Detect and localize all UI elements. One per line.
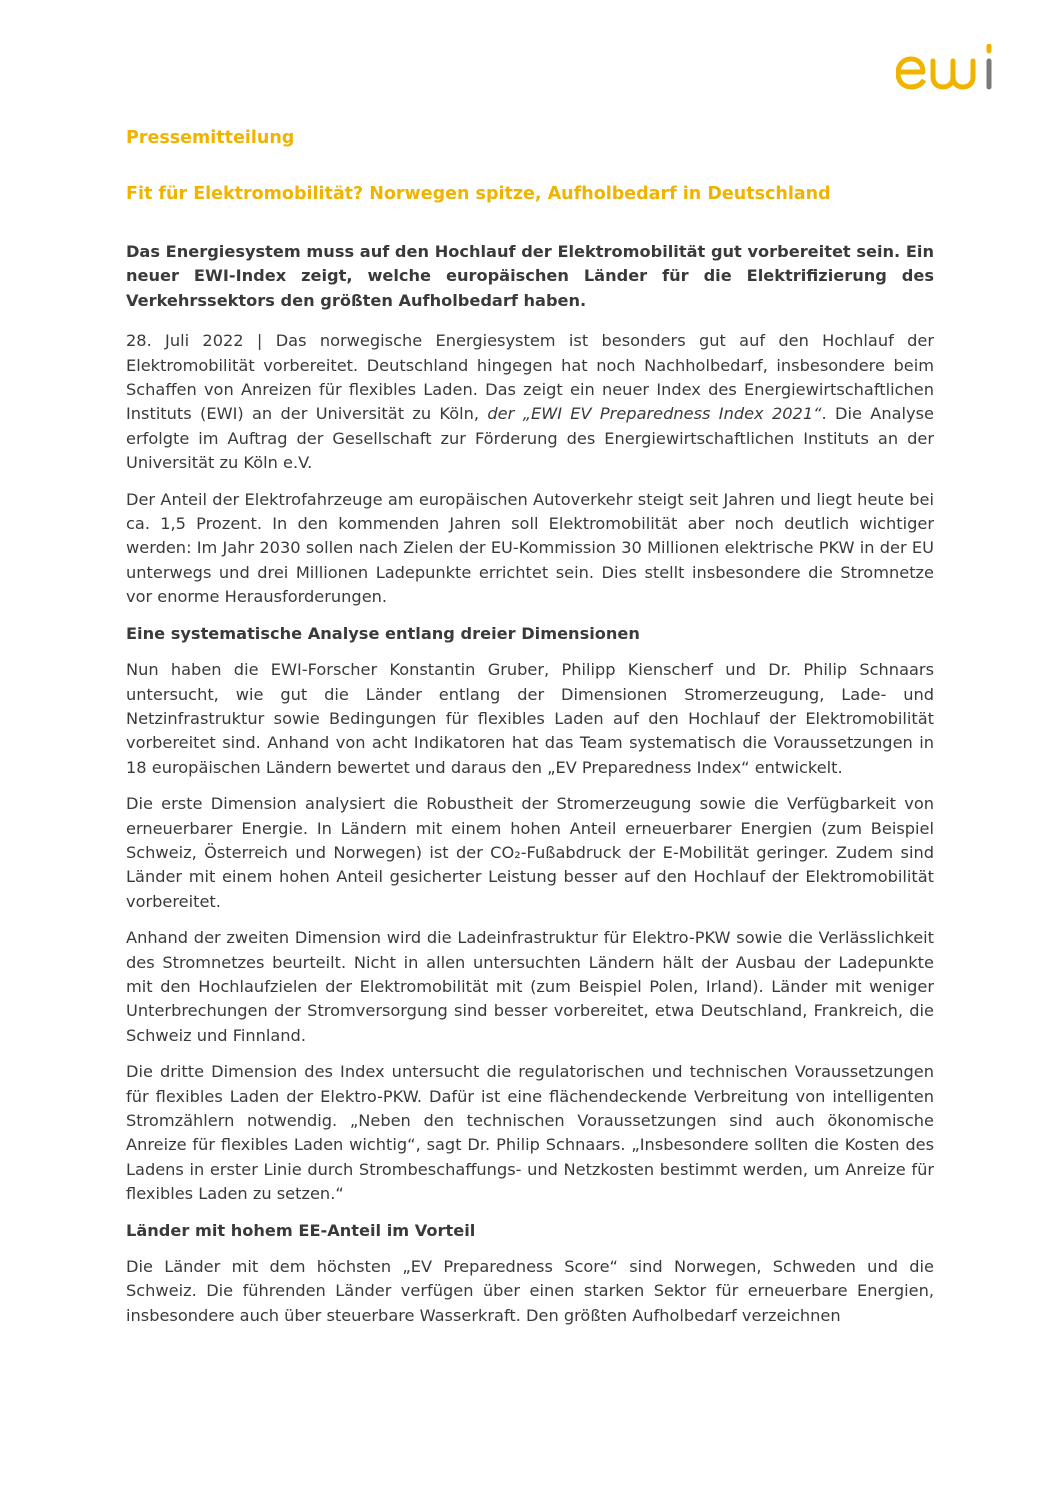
press-release-headline: Fit für Elektromobilität? Norwegen spitze, Aufholbedarf in Deutschland <box>126 184 831 204</box>
paragraph-intro <box>126 329 934 475</box>
date-separator: | <box>243 331 276 351</box>
lead-paragraph: Das Energiesystem muss auf den Hochlauf der Elektromobilität gut vorbereitet sein. Ein neuer EWI-Index zeigt, welche europäischen Länder für die Elektrifizierung des Verkehrssektors den größten Aufholbedarf haben. <box>126 242 934 310</box>
paragraph-dimension-one: Die erste Dimension analysiert die Robustheit der Stromerzeugung sowie die Verfügbarkeit von erneuerbarer Energie. In Ländern mit einem hohen Anteil erneuerbarer Energien (zum Beispiel Schweiz, Österreich und Norwegen) ist der CO₂-Fußabdruck der E-Mobilität geringer. Zudem sind Länder mit einem hohen Anteil gesicherter Leistung besser auf den Hochlauf der Elektromobilität vorbereitet. <box>126 794 934 911</box>
paragraph-researchers: Nun haben die EWI-Forscher Konstantin Gruber, Philipp Kienscherf und Dr. Philip Schnaars untersucht, wie gut die Länder entlang der Dimensionen Stromerzeugung, Lade- und Netzinfrastruktur sowie Bedingungen für flexibles Laden auf den Hochlauf der Elektromobilität vorbereitet sind. Anhand von acht Indikatoren hat das Team systematisch die Voraussetzungen in 18 europäischen Ländern bewertet und daraus den „EV Preparedness Index“ entwickelt. <box>126 660 934 777</box>
press-release-body <box>126 240 934 1340</box>
section-heading-renewables: Länder mit hohem EE-Anteil im Vorteil <box>126 1220 476 1240</box>
section-heading-dimensions: Eine systematische Analyse entlang dreier Dimensionen <box>126 623 640 643</box>
paragraph-dimension-two: Anhand der zweiten Dimension wird die Ladeinfrastruktur für Elektro-PKW sowie die Verlässlichkeit des Stromnetzes beurteilt. Nicht in allen untersuchten Ländern hält der Ausbau der Ladepunkte mit den Hochlaufzielen der Elektromobilität mit (zum Beispiel Polen, Irland). Länder mit weniger Unterbrechungen der Stromversorgung sind besser vorbereitet, etwa Deutschland, Frankreich, die Schweiz und Finnland. <box>126 928 934 1045</box>
index-name-italic: der „EWI EV Preparedness Index 2021“ <box>487 404 822 424</box>
ewi-logo <box>896 44 1021 96</box>
paragraph-ev-share: Der Anteil der Elektrofahrzeuge am europäischen Autoverkehr steigt seit Jahren und liegt heute bei ca. 1,5 Prozent. In den kommenden Jahren soll Elektromobilität aber noch deutlich wichtiger werden: Im Jahr 2030 sollen nach Zielen der EU-Kommission 30 Millionen elektrische PKW in der EU unterwegs und drei Millionen Ladepunkte errichtet sein. Dies stellt insbesondere die Stromnetze vor enorme Herausforderungen. <box>126 489 934 607</box>
document-type-label: Pressemitteilung <box>126 128 295 148</box>
intro-text-a: Das norwegische Energiesystem ist besonders gut auf den Hochlauf der Elektromobilität vorbereitet. Deutschland hingegen hat noch Nachholbedarf, insbesondere beim Schaffen von Anreizen für flexibles Laden. Das zeigt ein neuer Index des Energiewirtschaftlichen Instituts (EWI) an der Universität zu Köln, <box>126 331 934 424</box>
paragraph-dimension-three: Die dritte Dimension des Index untersucht die regulatorischen und technischen Voraussetzungen für flexibles Laden der Elektro-PKW. Dafür ist eine flächendeckende Verbreitung von intelligenten Stromzählern notwendig. „Neben den technischen Voraussetzungen sind auch ökonomische Anreize für flexibles Laden wichtig“, sagt Dr. Philip Schnaars. „Insbesondere sollten die Kosten des Ladens in erster Linie durch Strombeschaffungs- und Netzkosten bestimmt werden, um Anreize für flexibles Laden zu setzen.“ <box>126 1062 934 1204</box>
paragraph-ranking: Die Länder mit dem höchsten „EV Preparedness Score“ sind Norwegen, Schweden und die Schweiz. Die führenden Länder verfügen über einen starken Sektor für erneuerbare Energien, insbesondere auch über steuerbare Wasserkraft. Den größten Aufholbedarf verzeichnen <box>126 1257 934 1325</box>
release-date: 28. Juli 2022 <box>126 331 244 351</box>
intro-text-b: . Die Analyse erfolgte im Auftrag der Gesellschaft zur Förderung des Energiewirtschaftlichen Instituts an der Universität zu Köln e.V. <box>126 404 934 473</box>
